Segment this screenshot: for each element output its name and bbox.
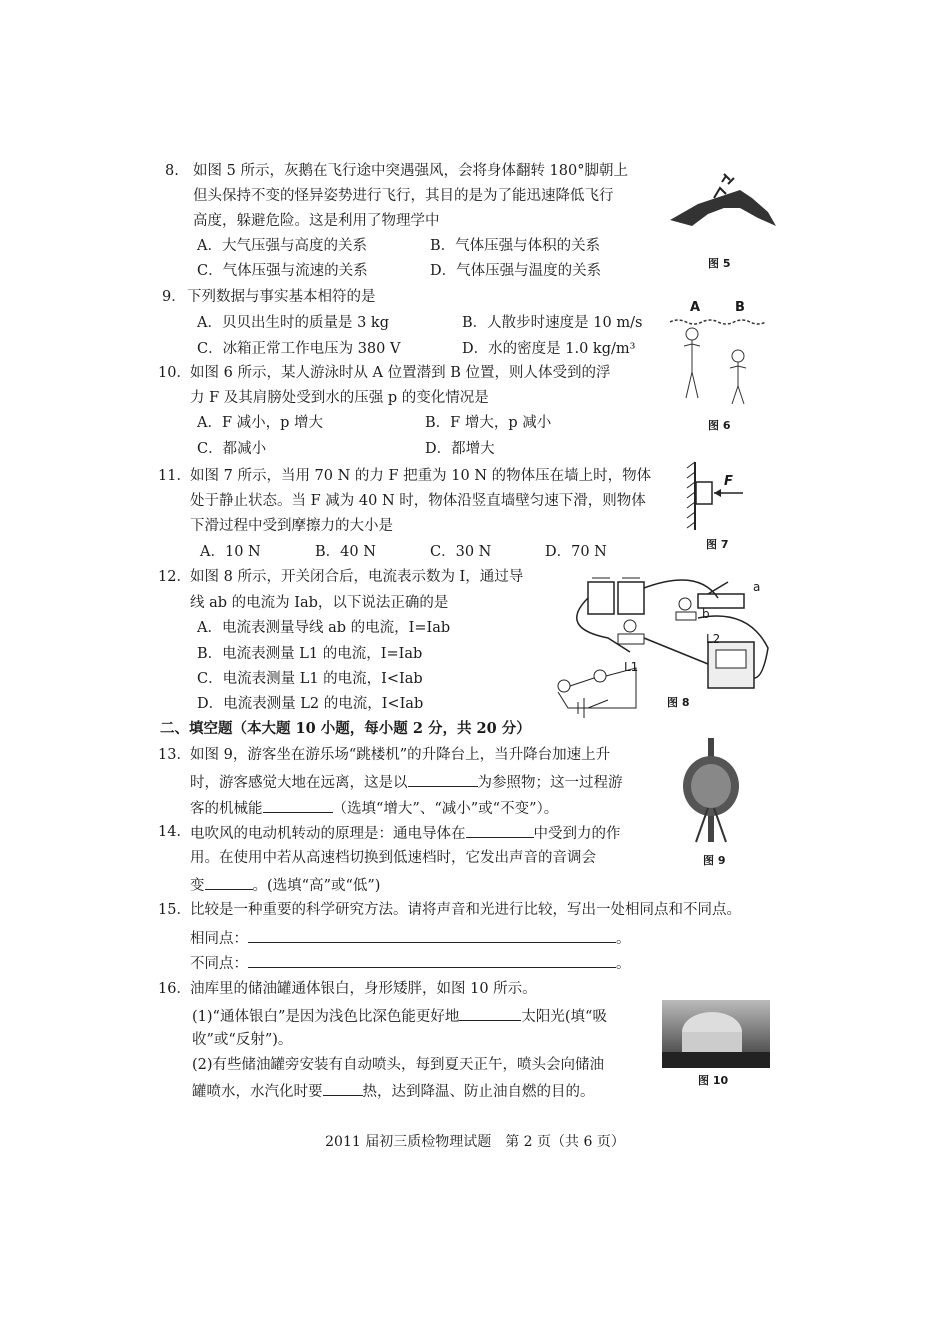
- q12-option-a: A．电流表测量导线 ab 的电流，I=Iab: [197, 620, 451, 636]
- q11-option-d: D．70 N: [545, 544, 607, 560]
- q11-option-c: C．30 N: [430, 544, 492, 560]
- q14-line-3-text-b: 。(选填“高”或“低”): [252, 878, 381, 894]
- oil-tank-photo: [662, 1000, 770, 1068]
- q15-diff-line: [190, 953, 631, 973]
- q13-blank-1[interactable]: [408, 772, 478, 787]
- q10-option-c: C．都减小: [197, 441, 267, 457]
- figure-8-caption: 图 8: [667, 696, 690, 709]
- q16-part1-line-2: 收”或“反射”)。: [192, 1032, 293, 1048]
- q14-line-1-text-b: 中受到力的作: [533, 826, 621, 842]
- figure-9-caption: 图 9: [703, 854, 726, 867]
- wall-block-figure: [683, 462, 763, 532]
- q13-line-3-text-a: 客的机械能: [190, 801, 263, 817]
- q9-option-b: B．人散步时速度是 10 m/s: [462, 315, 643, 331]
- q15-line-1: 比较是一种重要的科学研究方法。请将声音和光进行比较，写出一处相同点和不同点。: [190, 902, 741, 918]
- q13-line-1: 如图 9，游客坐在游乐场“跳楼机”的升降台上，当升降台加速上升: [190, 747, 611, 763]
- section-heading: 二、填空题（本大题 10 小题，每小题 2 分，共 20 分）: [160, 720, 531, 737]
- q15-same-end: 。: [616, 931, 631, 947]
- figure-8-label-a: a: [753, 580, 761, 594]
- q13-line-3: [190, 798, 558, 818]
- q8-stem-line-1: 如图 5 所示，灰鹅在飞行途中突遇强风，会将身体翻转 180°脚朝上: [193, 163, 628, 179]
- question-number: 13．: [158, 747, 191, 763]
- q12-option-c: C．电流表测量 L1 的电流，I<Iab: [197, 671, 423, 687]
- q12-stem-line-2: 线 ab 的电流为 Iab，以下说法正确的是: [190, 595, 449, 611]
- q12-option-d: D．电流表测量 L2 的电流，I<Iab: [197, 696, 424, 712]
- q13-line-2-text-b: 为参照物；这一过程游: [477, 775, 623, 791]
- question-number: 9．: [162, 289, 186, 305]
- q8-option-d: D．气体压强与温度的关系: [430, 263, 602, 279]
- q16-part2-line-1: (2)有些储油罐旁安装有自动喷头，每到夏天正午，喷头会向储油: [192, 1057, 605, 1073]
- q8-stem-line-2: 但头保持不变的怪异姿势进行飞行，其目的是为了能迅速降低飞行: [193, 188, 614, 204]
- q8-option-a: A．大气压强与高度的关系: [197, 238, 367, 254]
- figure-7-caption: 图 7: [706, 538, 729, 551]
- goose-figure: [668, 168, 780, 238]
- figure-8-label-l2: L2: [706, 632, 721, 646]
- q8-option-b: B．气体压强与体积的关系: [430, 238, 601, 254]
- q11-option-b: B．40 N: [315, 544, 376, 560]
- q14-line-1-text-a: 电吹风的电动机转动的原理是：通电导体在: [190, 826, 466, 842]
- q15-diff-blank[interactable]: [248, 953, 616, 968]
- q14-blank-1[interactable]: [466, 823, 534, 838]
- q16-line-1: 油库里的储油罐通体银白，身形矮胖，如图 10 所示。: [190, 981, 537, 997]
- q8-option-c: C．气体压强与流速的关系: [197, 263, 368, 279]
- question-number: 14．: [158, 824, 191, 840]
- q13-line-3-text-b: （选填“增大”、“减小”或“不变”）。: [332, 801, 559, 817]
- q11-stem-line-2: 处于静止状态。当 F 减为 40 N 时，物体沿竖直墙壁匀速下滑，则物体: [190, 493, 646, 509]
- q13-blank-2[interactable]: [263, 798, 333, 813]
- figure-8-label-l1: L1: [624, 660, 639, 674]
- q9-option-c: C．冰箱正常工作电压为 380 V: [197, 341, 401, 357]
- q15-diff-label: 不同点：: [190, 956, 248, 972]
- q10-stem-line-1: 如图 6 所示，某人游泳时从 A 位置潜到 B 位置，则人体受到的浮: [190, 365, 611, 381]
- swimmers-figure: [670, 316, 770, 406]
- q11-stem-line-1: 如图 7 所示，当用 70 N 的力 F 把重为 10 N 的物体压在墙上时，物体: [190, 468, 652, 484]
- figure-7-force-label: F: [724, 474, 733, 489]
- q13-line-2: [190, 772, 623, 792]
- figure-8-label-b: b: [702, 607, 710, 621]
- q12-stem-line-1: 如图 8 所示，开关闭合后，电流表示数为 I，通过导: [190, 569, 524, 585]
- q11-stem-line-3: 下滑过程中受到摩擦力的大小是: [190, 518, 393, 534]
- figure-6-label-a: A: [690, 300, 701, 315]
- figure-6-caption: 图 6: [708, 419, 731, 432]
- q16-part1-line-1: [192, 1006, 607, 1026]
- q9-option-d: D．水的密度是 1.0 kg/m³: [462, 341, 636, 357]
- q10-option-b: B．F 增大，p 减小: [425, 415, 552, 431]
- q16-blank-2[interactable]: [323, 1081, 363, 1096]
- q10-option-a: A．F 减小，p 增大: [197, 415, 324, 431]
- question-number: 15．: [158, 902, 191, 918]
- q16-part1-text-b: 太阳光(填“吸: [521, 1009, 607, 1025]
- q9-stem: 下列数据与事实基本相符的是: [187, 289, 376, 305]
- q11-option-a: A．10 N: [200, 544, 261, 560]
- question-number: 11．: [158, 468, 191, 484]
- q16-blank-1[interactable]: [459, 1006, 521, 1021]
- q16-part2-text-b: 热，达到降温、防止油自燃的目的。: [362, 1084, 595, 1100]
- figure-10-caption: 图 10: [698, 1074, 729, 1087]
- question-number: 12．: [158, 569, 191, 585]
- q16-part2-text-a: 罐喷水，水汽化时要: [192, 1084, 323, 1100]
- q14-blank-2[interactable]: [205, 875, 253, 890]
- q14-line-3-text-a: 变: [190, 878, 205, 894]
- question-number: 10．: [158, 365, 191, 381]
- q8-stem-line-3: 高度，躲避危险。这是利用了物理学中: [193, 213, 440, 229]
- q15-same-label: 相同点：: [190, 931, 248, 947]
- drop-tower-figure: [676, 738, 746, 846]
- q10-option-d: D．都增大: [425, 441, 495, 457]
- q15-same-blank[interactable]: [248, 928, 616, 943]
- circuit-figure: [548, 568, 778, 718]
- q14-line-1: [190, 823, 621, 843]
- q15-same-line: [190, 928, 631, 948]
- q16-part2-line-2: [192, 1081, 595, 1101]
- q14-line-2: 用。在使用中若从高速档切换到低速档时，它发出声音的音调会: [190, 850, 596, 866]
- q12-option-b: B．电流表测量 L1 的电流，I=Iab: [197, 646, 423, 662]
- question-number: 8.: [165, 163, 179, 179]
- q15-diff-end: 。: [616, 956, 631, 972]
- page-footer: 2011 届初三质检物理试题 第 2 页（共 6 页）: [325, 1134, 625, 1150]
- q13-line-2-text-a: 时，游客感觉大地在远离，这是以: [190, 775, 408, 791]
- figure-6-label-b: B: [735, 300, 745, 315]
- q9-option-a: A．贝贝出生时的质量是 3 kg: [197, 315, 389, 331]
- q16-part1-text-a: (1)“通体银白”是因为浅色比深色能更好地: [192, 1009, 460, 1025]
- question-number: 16．: [158, 981, 191, 997]
- q14-line-3: [190, 875, 380, 895]
- q10-stem-line-2: 力 F 及其肩膀处受到水的压强 p 的变化情况是: [190, 390, 489, 406]
- figure-5-caption: 图 5: [708, 257, 731, 270]
